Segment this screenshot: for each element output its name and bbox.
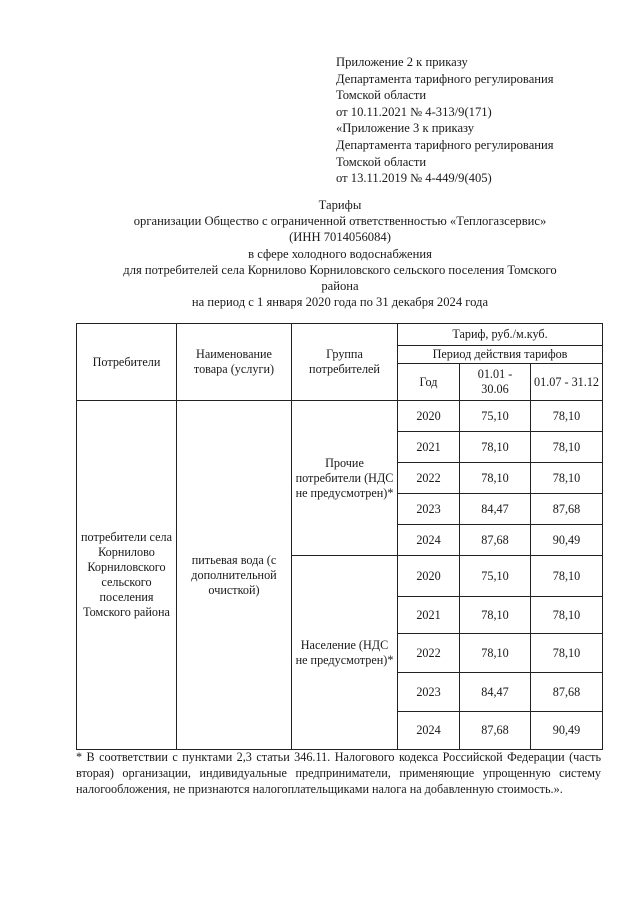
- year-cell: 2021: [398, 597, 460, 634]
- tariff-cell: 78,10: [531, 634, 603, 673]
- group-cell-other: Прочие потребители (НДС не предусмотрен)*: [292, 401, 398, 556]
- header-line: Департамента тарифного регулирования: [336, 137, 554, 152]
- year-cell: 2023: [398, 673, 460, 712]
- tariff-cell: 90,49: [531, 525, 603, 556]
- consumers-cell: потребители села Корнилово Корниловского сельского поселения Томского района: [77, 401, 177, 750]
- group-cell-population: Население (НДС не предусмотрен)*: [292, 556, 398, 750]
- header-consumers: Потребители: [77, 324, 177, 401]
- tariff-cell: 87,68: [460, 712, 531, 750]
- tariff-cell: 78,10: [531, 401, 603, 432]
- tariff-cell: 78,10: [531, 463, 603, 494]
- tariff-cell: 78,10: [460, 432, 531, 463]
- header-service: Наименование товара (услуги): [177, 324, 292, 401]
- tariff-cell: 78,10: [531, 597, 603, 634]
- header-period-2: 01.07 - 31.12: [531, 364, 603, 401]
- title-line: для потребителей села Корнилово Корниловского сельского поселения Томского района: [123, 262, 557, 294]
- tariff-cell: 87,68: [531, 494, 603, 525]
- tariff-cell: 87,68: [531, 673, 603, 712]
- service-cell: питьевая вода (с дополнительной очисткой): [177, 401, 292, 750]
- header-group: Группа потребителей: [292, 324, 398, 401]
- tariff-cell: 87,68: [460, 525, 531, 556]
- tariff-cell: 78,10: [460, 463, 531, 494]
- title-line: на период с 1 января 2020 года по 31 декабря 2024 года: [191, 295, 489, 310]
- title-line: организации Общество с ограниченной ответственностью «Теплогазсервис»: [133, 214, 547, 229]
- header-tariff: Тариф, руб./м.куб.: [398, 324, 603, 346]
- year-cell: 2020: [398, 556, 460, 597]
- header-line: Департамента тарифного регулирования: [336, 71, 554, 86]
- year-cell: 2022: [398, 634, 460, 673]
- order-reference-block: [336, 54, 616, 187]
- table-header-row: [77, 324, 603, 346]
- title-line: в сфере холодного водоснабжения: [248, 246, 432, 261]
- tariff-cell: 75,10: [460, 556, 531, 597]
- year-cell: 2020: [398, 401, 460, 432]
- year-cell: 2022: [398, 463, 460, 494]
- header-line: от 13.11.2019 № 4-449/9(405): [336, 171, 492, 186]
- year-cell: 2024: [398, 712, 460, 750]
- title-line: (ИНН 7014056084): [289, 230, 391, 245]
- title-line: Тарифы: [318, 198, 362, 212]
- header-line: Приложение 2 к приказу: [336, 55, 468, 69]
- header-line: «Приложение 3 к приказу: [336, 121, 475, 136]
- tariff-cell: 90,49: [531, 712, 603, 750]
- header-period: Период действия тарифов: [398, 346, 603, 364]
- tariff-cell: 78,10: [460, 634, 531, 673]
- year-cell: 2024: [398, 525, 460, 556]
- tariff-cell: 75,10: [460, 401, 531, 432]
- header-year: Год: [398, 364, 460, 401]
- tariff-cell: 84,47: [460, 673, 531, 712]
- tariff-cell: 84,47: [460, 494, 531, 525]
- header-line: Томской области: [336, 154, 427, 169]
- tariff-cell: 78,10: [531, 432, 603, 463]
- year-cell: 2021: [398, 432, 460, 463]
- tariff-cell: 78,10: [531, 556, 603, 597]
- year-cell: 2023: [398, 494, 460, 525]
- header-period-1: 01.01 - 30.06: [460, 364, 531, 401]
- header-line: Томской области: [336, 88, 427, 103]
- tariff-table: [76, 323, 603, 750]
- header-line: от 10.11.2021 № 4-313/9(171): [336, 104, 492, 119]
- tariff-cell: 78,10: [460, 597, 531, 634]
- footnote: * В соответствии с пунктами 2,3 статьи 346.11. Налогового кодекса Российской Федерации (часть вторая) организации, индивидуальные предприниматели, применяющие упрощенную систему налогообложения, не признаются налогоплательщиками налога на добавленную стоимость.».: [76, 750, 601, 796]
- table-row: [77, 401, 603, 432]
- document-title: [76, 197, 604, 310]
